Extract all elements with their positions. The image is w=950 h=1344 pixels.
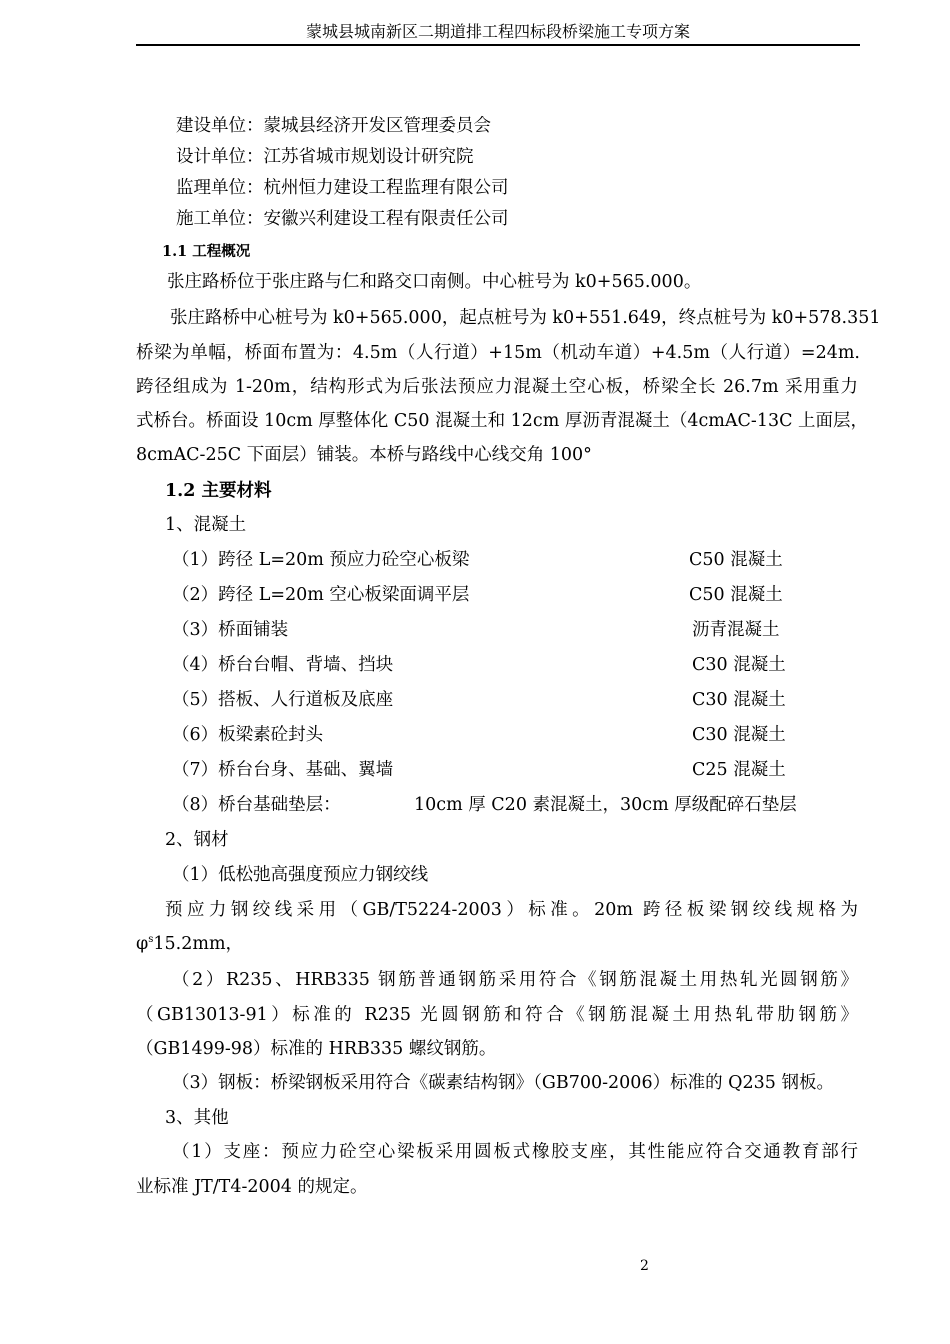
section-1-1-title: 1.1 工程概况 [162, 243, 251, 260]
concrete-item-8: （8）桥台基础垫层： [172, 795, 341, 815]
overview-line-3: 跨径组成为 1-20m，结构形式为后张法预应力混凝土空心板，桥梁全长 26.7m 采用重力 [136, 377, 858, 397]
steel-title: 2、钢材 [165, 830, 229, 850]
design-unit: 设计单位：江苏省城市规划设计研究院 [176, 147, 474, 167]
steel-1-paragraph: 预应力钢绞线采用（GB/T5224-2003）标准。20m 跨径板梁钢绞线规格为 [165, 900, 858, 920]
steel-2-line-3: （GB1499-98）标准的 HRB335 螺纹钢筋。 [136, 1039, 497, 1059]
steel-3-paragraph: （3）钢板：桥梁钢板采用符合《碳素结构钢》（GB700-2006）标准的 Q235 钢板。 [172, 1073, 834, 1093]
overview-paragraph-1: 张庄路桥位于张庄路与仁和路交口南侧。中心桩号为 k0+565.000。 [167, 272, 702, 292]
concrete-item-6: （6）板梁素砼封头 [172, 725, 324, 745]
concrete-item-4: （4）桥台台帽、背墙、挡块 [172, 655, 394, 675]
concrete-item-1: （1）跨径 L=20m 预应力砼空心板梁 [172, 550, 470, 570]
phi-superscript: s [148, 934, 154, 946]
overview-line-1: 张庄路桥中心桩号为 k0+565.000，起点桩号为 k0+551.649，终点桩号为 k0+578.351 [170, 308, 881, 328]
supervision-unit: 监理单位：杭州恒力建设工程监理有限公司 [176, 178, 509, 198]
strand-spec: 15.2mm， [153, 934, 244, 954]
section-1-2-title: 1.2 主要材料 [165, 481, 272, 501]
concrete-item-5: （5）搭板、人行道板及底座 [172, 690, 394, 710]
header-rule [136, 44, 860, 46]
concrete-item-7: （7）桥台台身、基础、翼墙 [172, 760, 394, 780]
construction-unit: 建设单位：蒙城县经济开发区管理委员会 [176, 116, 491, 136]
bearing-line-2: 业标准 JT/T4-2004 的规定。 [136, 1177, 368, 1197]
contractor-unit: 施工单位：安徽兴利建设工程有限责任公司 [176, 209, 509, 229]
steel-1-spec [136, 932, 243, 956]
overview-line-4: 式桥台。桥面设 10cm 厚整体化 C50 混凝土和 12cm 厚沥青混凝土（4cmAC-13C 上面层， [136, 411, 869, 431]
concrete-grade-2: C50 混凝土 [689, 585, 783, 605]
steel-1-title: （1）低松弛高强度预应力钢绞线 [172, 865, 429, 885]
concrete-title: 1、混凝土 [165, 515, 247, 535]
concrete-item-3: （3）桥面铺装 [172, 620, 289, 640]
concrete-grade-7: C25 混凝土 [692, 760, 786, 780]
overview-line-5: 8cmAC-25C 下面层）铺装。本桥与路线中心线交角 100° [136, 445, 592, 465]
concrete-grade-5: C30 混凝土 [692, 690, 786, 710]
steel-2-line-2: （GB13013-91）标准的 R235 光圆钢筋和符合《钢筋混凝土用热轧带肋钢筋》 [136, 1005, 858, 1025]
concrete-item-2: （2）跨径 L=20m 空心板梁面调平层 [172, 585, 470, 605]
concrete-grade-4: C30 混凝土 [692, 655, 786, 675]
concrete-grade-3: 沥青混凝土 [692, 620, 780, 640]
page-number: 2 [640, 1258, 649, 1274]
page-header: 蒙城县城南新区二期道排工程四标段桥梁施工专项方案 [305, 22, 690, 41]
concrete-grade-8: 10cm 厚 C20 素混凝土，30cm 厚级配碎石垫层 [414, 795, 797, 815]
concrete-grade-6: C30 混凝土 [692, 725, 786, 745]
overview-line-2: 桥梁为单幅，桥面布置为：4.5m（人行道）+15m（机动车道）+4.5m（人行道）=24m. [136, 343, 860, 363]
concrete-grade-1: C50 混凝土 [689, 550, 783, 570]
bearing-line-1: （1）支座：预应力砼空心梁板采用圆板式橡胶支座，其性能应符合交通教育部行 [172, 1142, 858, 1162]
other-title: 3、其他 [165, 1108, 229, 1128]
phi-symbol: φ [136, 934, 149, 954]
steel-2-line-1: （2）R235、HRB335 钢筋普通钢筋采用符合《钢筋混凝土用热轧光圆钢筋》 [172, 970, 858, 990]
